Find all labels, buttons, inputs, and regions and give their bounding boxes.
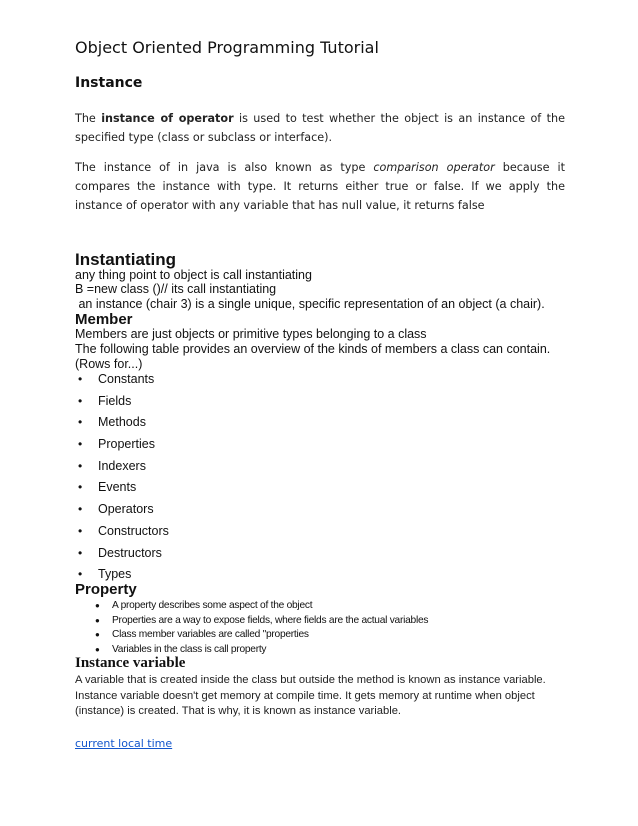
list-item: • Fields	[75, 393, 169, 415]
instance-p1-bold: instance of operator	[101, 112, 234, 125]
member-heading: Member	[75, 311, 133, 328]
instance-p1-prefix: The	[75, 112, 102, 125]
list-item: ● Properties are a way to expose fields, where fields are the actual variables	[95, 614, 428, 629]
list-item: • Properties	[75, 436, 169, 458]
instantiating-line-2: B =new class ()// its call instantiating	[75, 282, 277, 296]
instance-p2-italic: comparison operator	[373, 161, 495, 174]
property-list	[95, 599, 428, 657]
list-item: • Constants	[75, 371, 169, 393]
instance-p2-prefix: The instance of in java is also known as type	[75, 161, 374, 174]
member-line-3: (Rows for...)	[75, 357, 143, 371]
list-item: • Indexers	[75, 458, 169, 480]
instantiating-heading: Instantiating	[75, 250, 177, 269]
list-item: • Types	[75, 566, 169, 588]
list-item: • Operators	[75, 501, 169, 523]
instance-paragraph-2	[75, 158, 565, 215]
list-item: ● Class member variables are called "properties	[95, 628, 428, 643]
member-kinds-list	[75, 371, 169, 588]
member-line-2: The following table provides an overview of the kinds of members a class can contain.	[75, 342, 551, 356]
instantiating-line-3: an instance (chair 3) is a single unique, specific representation of an object (a chair).	[75, 297, 545, 311]
list-item: ● Variables in the class is call property	[95, 643, 428, 658]
instantiating-line-1: any thing point to object is call instantiating	[75, 268, 312, 282]
instance-p1-suffix: is used to test whether the object is an instance of the specified type (class or subclass or interface).	[75, 112, 565, 144]
document-title: Object Oriented Programming Tutorial	[75, 38, 379, 57]
list-item: • Events	[75, 479, 169, 501]
list-item: • Constructors	[75, 523, 169, 545]
property-heading: Property	[75, 581, 137, 598]
instance-p2-suffix: because it compares the instance with type. It returns either true or false. If we apply the instance of operator with any variable that has null value, it returns false	[75, 161, 565, 212]
list-item: ● A property describes some aspect of the object	[95, 599, 428, 614]
list-item: • Destructors	[75, 545, 169, 567]
instance-heading: Instance	[75, 75, 143, 91]
member-line-1: Members are just objects or primitive types belonging to a class	[75, 327, 427, 341]
instance-variable-heading: Instance variable	[75, 655, 186, 671]
instance-paragraph-1	[75, 109, 565, 147]
list-item: • Methods	[75, 414, 169, 436]
instance-variable-paragraph: A variable that is created inside the class but outside the method is known as instance variable. Instance variable doesn't get memory at compile time. It gets memory at runtime when object (instance) is created. That is why, it is known as instance variable.	[75, 674, 546, 718]
current-local-time-link[interactable]: current local time	[75, 737, 173, 750]
